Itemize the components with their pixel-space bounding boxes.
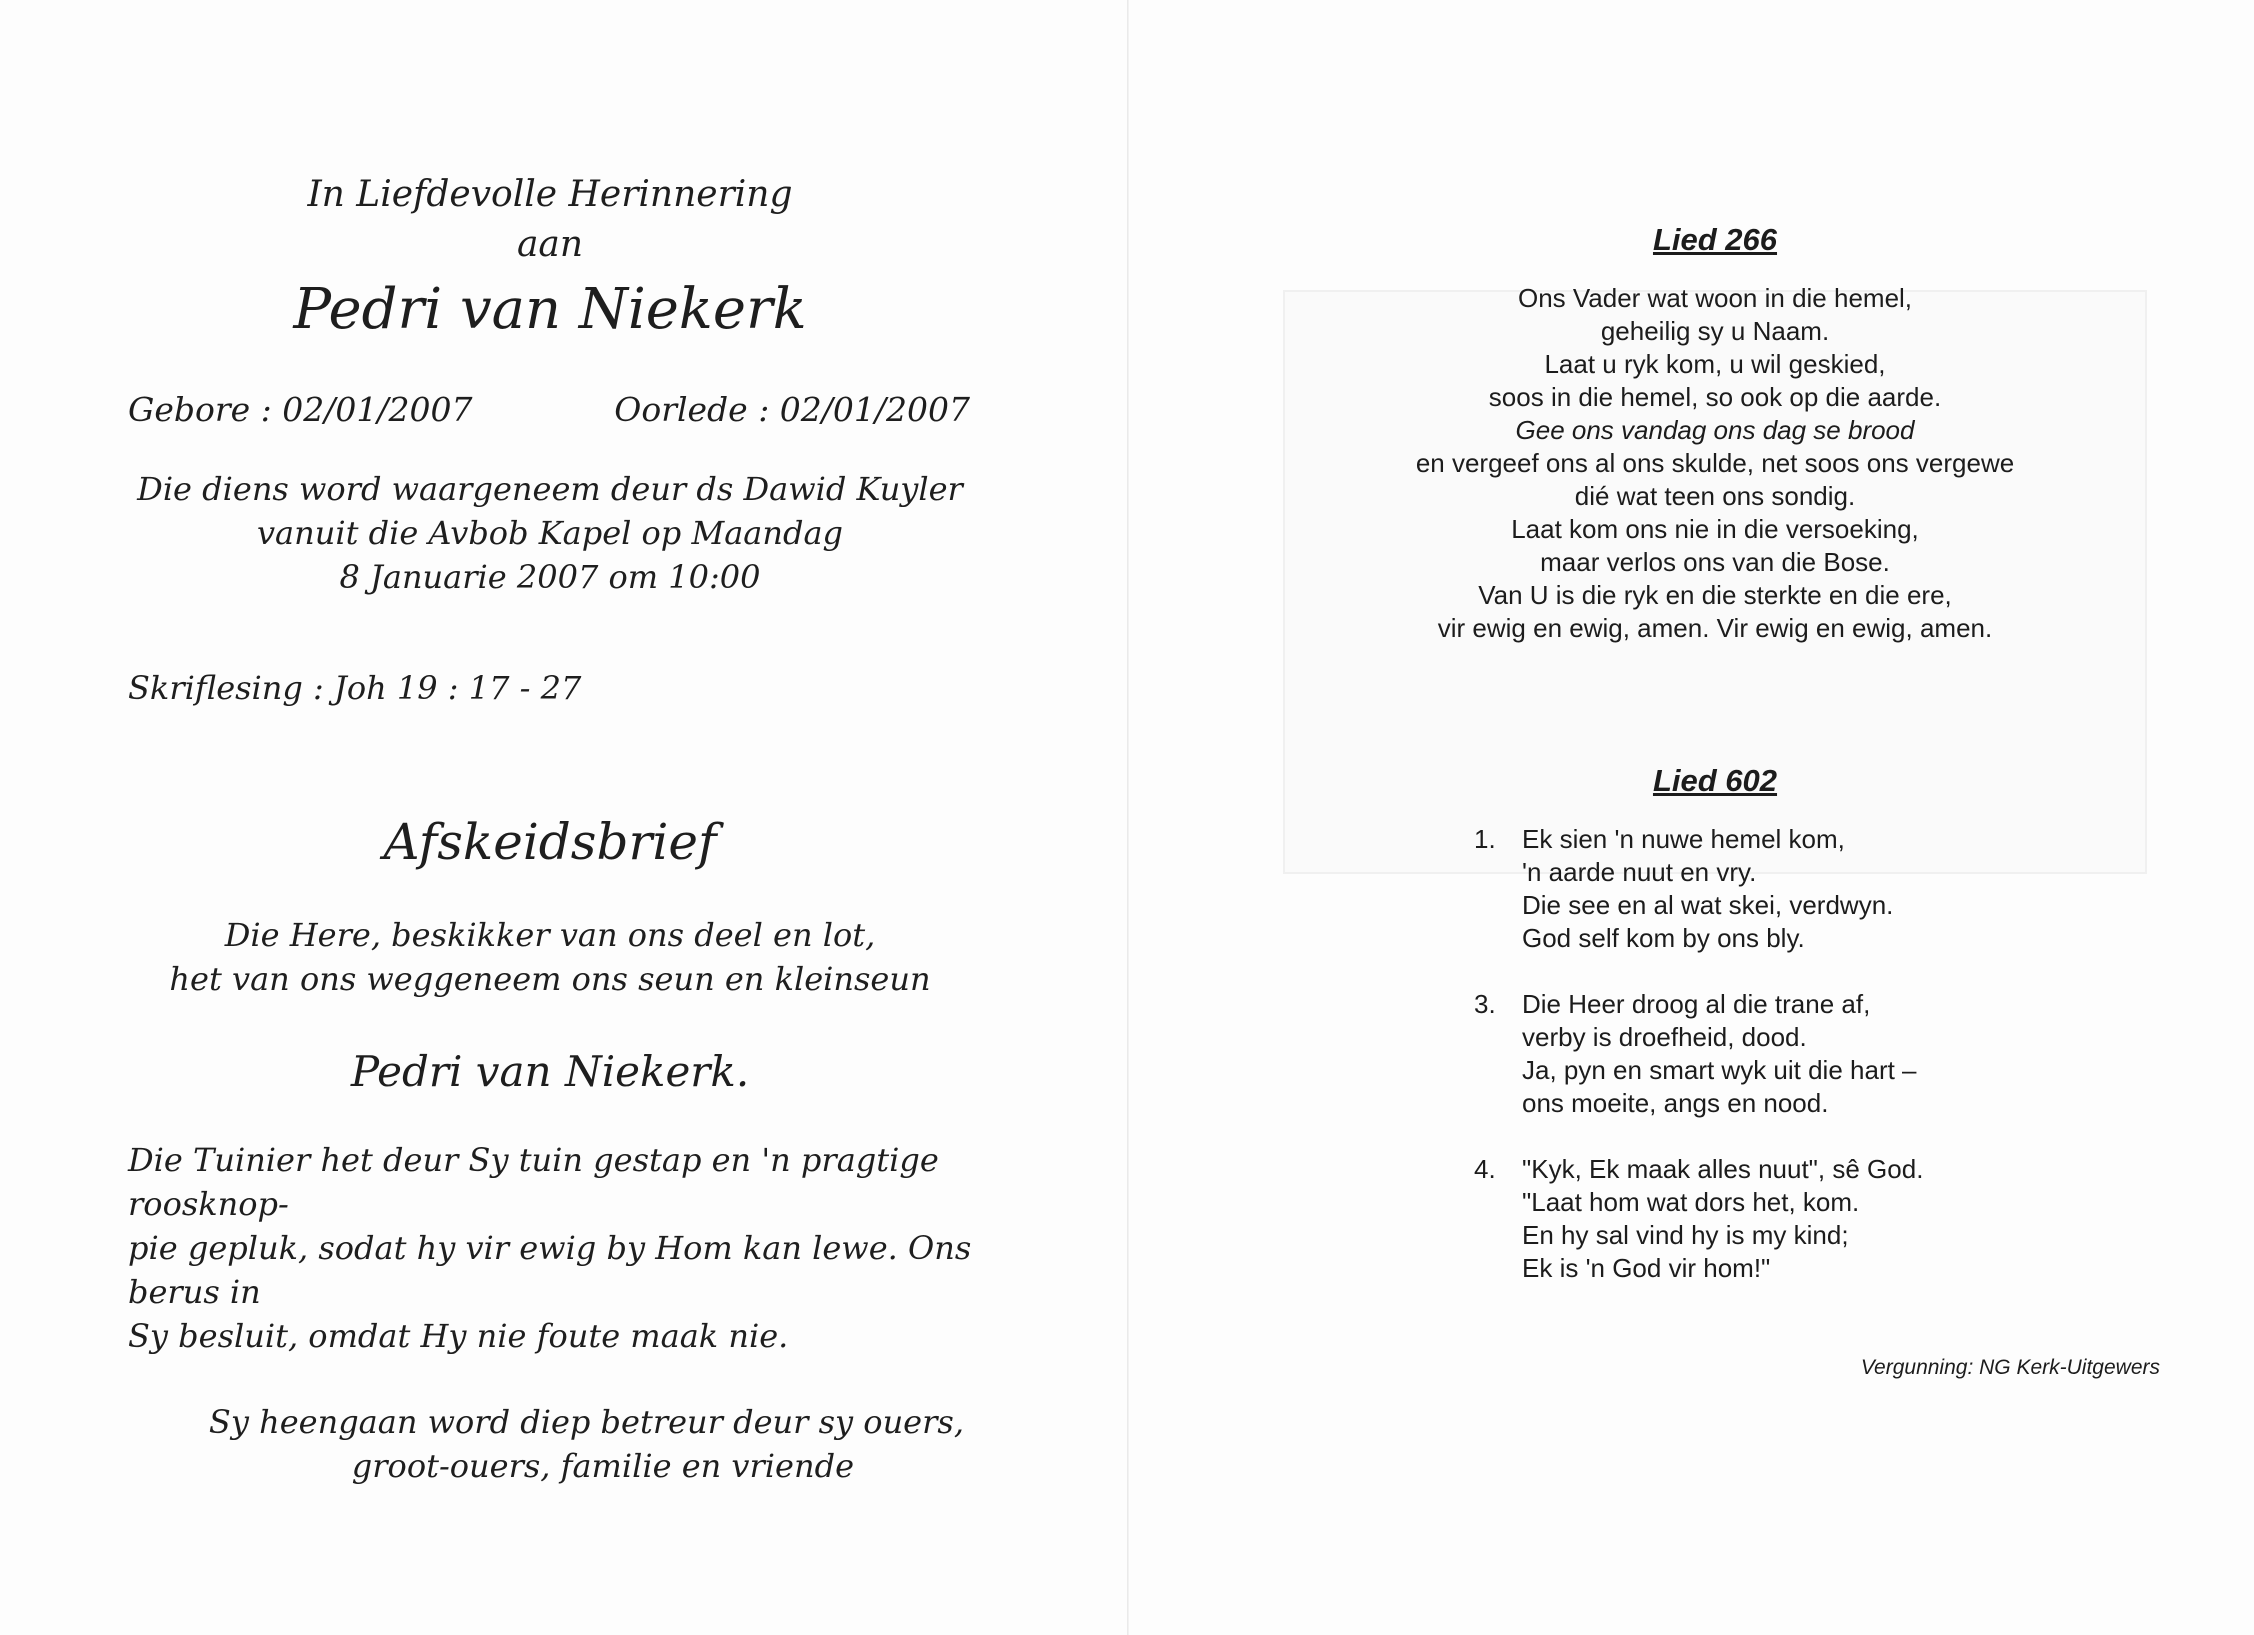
mourned-line-2: groot-ouers, familie en vriende: [351, 1447, 854, 1485]
heading-line-2: aan: [516, 224, 584, 265]
farewell-title: Afskeidsbrief: [383, 813, 717, 871]
stanza-number: 4.: [1474, 1154, 1496, 1184]
lied-266-line: Ons Vader wat woon in die hemel,: [1517, 283, 1913, 313]
stanza: [1474, 823, 2090, 955]
mourned-by: [120, 1400, 980, 1488]
stanza-line: ons moeite, angs en nood.: [1522, 1088, 1829, 1118]
deceased-name-repeat: Pedri van Niekerk.: [350, 1047, 750, 1096]
stanza-line: verby is droefheid, dood.: [1522, 1022, 1807, 1052]
right-page: [1340, 222, 2090, 1318]
stanza-line: Ek sien 'n nuwe hemel kom,: [1522, 824, 1845, 854]
stanza-number: 1.: [1474, 824, 1496, 854]
service-line-3: 8 Januarie 2007 om 10:00: [339, 558, 761, 596]
lied-266-line: en vergeef ons al ons skulde, net soos ons vergewe: [1415, 448, 2015, 478]
birth-date: Gebore : 02/01/2007: [128, 390, 473, 429]
service-line-2: vanuit die Avbob Kapel op Maandag: [256, 514, 844, 552]
stanza-number: 3.: [1474, 989, 1496, 1019]
stanza-line: Ek is 'n God vir hom!": [1522, 1253, 1771, 1283]
lied-266-line: geheilig sy u Naam.: [1600, 316, 1830, 346]
stanza: [1474, 988, 2090, 1120]
lied-602-title: Lied 602: [1652, 763, 1778, 798]
lied-602-stanzas: [1474, 823, 2090, 1285]
dates-row: [120, 390, 980, 429]
lied-266-line: Van U is die ryk en die sterkte en die ere,: [1478, 580, 1952, 610]
stanza-line: "Kyk, Ek maak alles nuut", sê God.: [1522, 1154, 1924, 1184]
lied-266-line: Laat kom ons nie in die versoeking,: [1511, 514, 1919, 544]
lied-266-line: maar verlos ons van die Bose.: [1540, 547, 1890, 577]
lied-266-line: Gee ons vandag ons dag se brood: [1515, 415, 1915, 445]
farewell-intro-line-1: Die Here, beskikker van ons deel en lot,: [224, 916, 876, 954]
page-fold: [1127, 0, 1129, 1635]
heading-line-1: In Liefdevolle Herinnering: [307, 174, 793, 215]
scripture-reading: Skriflesing : Joh 19 : 17 - 27: [128, 669, 582, 707]
paragraph-line-2: pie gepluk, sodat hy vir ewig by Hom kan lewe. Ons berus in: [128, 1229, 972, 1311]
stanza-line: En hy sal vind hy is my kind;: [1522, 1220, 1849, 1250]
stanza-line: Die Heer droog al die trane af,: [1522, 989, 1871, 1019]
deceased-name: Pedri van Niekerk: [293, 277, 807, 342]
left-page: [120, 170, 980, 1488]
license-note: Vergunning: NG Kerk-Uitgewers: [1860, 1356, 2160, 1379]
stanza-line: God self kom by ons bly.: [1522, 923, 1805, 953]
service-line-1: Die diens word waargeneem deur ds Dawid Kuyler: [137, 470, 963, 508]
farewell-intro-line-2: het van ons weggeneem ons seun en kleinseun: [169, 960, 931, 998]
lied-266-text: [1340, 282, 2090, 645]
stanza-line: Ja, pyn en smart wyk uit die hart –: [1522, 1055, 1917, 1085]
lied-266-line: soos in die hemel, so ook op die aarde.: [1488, 382, 1942, 412]
stanza: [1474, 1153, 2090, 1285]
death-date: Oorlede : 02/01/2007: [614, 390, 970, 429]
lied-266-line: vir ewig en ewig, amen. Vir ewig en ewig, amen.: [1437, 613, 1993, 643]
mourned-line-1: Sy heengaan word diep betreur deur sy ouers,: [208, 1403, 964, 1441]
stanza-line: Die see en al wat skei, verdwyn.: [1522, 890, 1894, 920]
farewell-paragraph: [120, 1138, 980, 1358]
stanza-line: 'n aarde nuut en vry.: [1522, 857, 1757, 887]
lied-266-line: dié wat teen ons sondig.: [1574, 481, 1856, 511]
stanza-line: "Laat hom wat dors het, kom.: [1522, 1187, 1860, 1217]
lied-266-line: Laat u ryk kom, u wil geskied,: [1544, 349, 1886, 379]
paragraph-line-3: Sy besluit, omdat Hy nie foute maak nie.: [128, 1317, 789, 1355]
farewell-intro: [120, 913, 980, 1001]
memorial-heading: [120, 170, 980, 270]
paragraph-line-1: Die Tuinier het deur Sy tuin gestap en 'n pragtige roosknop-: [128, 1141, 939, 1223]
lied-266-title: Lied 266: [1652, 222, 1778, 257]
service-details: [120, 467, 980, 599]
